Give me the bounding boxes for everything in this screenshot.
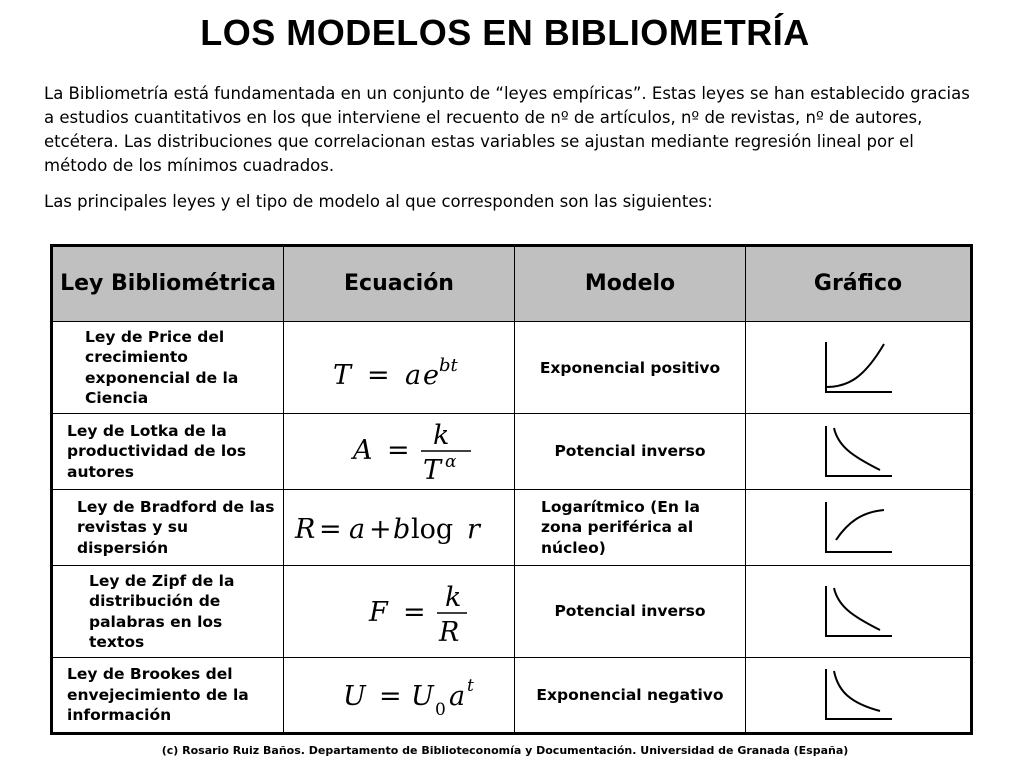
eq-brookes-u: U [411, 681, 434, 712]
graph-cell [746, 566, 972, 658]
eq-bradford-lhs: R [295, 513, 316, 545]
eq-lotka-equals: = [387, 434, 410, 466]
eq-lotka-denominator: T [423, 454, 442, 485]
eq-bradford-equals: = [319, 513, 342, 545]
equation-bradford [284, 490, 515, 566]
eq-bradford-log: log [411, 513, 454, 545]
logarithmic-curve-icon [818, 498, 898, 558]
law-name: Ley de Zipf de la distribución de palabras en los textos [52, 566, 284, 658]
table-header-row [52, 246, 972, 322]
eq-zipf-lhs: F [369, 596, 388, 628]
header-graph: Gráfico [746, 246, 972, 322]
equation-zipf [284, 566, 515, 658]
intro-lead-paragraph: Las principales leyes y el tipo de modelo al que corresponden son las siguientes: [44, 192, 713, 211]
eq-lotka-numerator: k [433, 419, 450, 451]
table-row [52, 658, 972, 734]
model-name: Potencial inverso [515, 414, 746, 490]
eq-bradford-b: b [393, 513, 411, 545]
model-name: Logarítmico (En la zona periférica al núcleo) [515, 490, 746, 566]
graph-cell [746, 322, 972, 414]
intro-paragraph: La Bibliometría está fundamentada en un conjunto de “leyes empíricas”. Estas leyes se han establecido gracias a estudios cuantitativos en los que interviene el recuento de nº de artículos, nº de revistas, nº de autores, etcétera. Las distribuciones que correlacionan estas variables se ajustan mediante regresión lineal por el método de los mínimos cuadrados. [44, 84, 970, 175]
eq-price-exponent: bt [439, 354, 458, 376]
exponential-growth-curve-icon [818, 338, 898, 398]
eq-lotka-exponent: α [445, 451, 457, 472]
eq-bradford-r: r [467, 513, 480, 545]
eq-bradford-a: a [349, 513, 366, 545]
eq-price-a: a [405, 359, 422, 391]
graph-cell [746, 414, 972, 490]
eq-bradford-plus: + [369, 513, 392, 545]
eq-zipf-numerator: k [445, 581, 462, 613]
equation-price [284, 322, 515, 414]
table-row [52, 566, 972, 658]
header-model: Modelo [515, 246, 746, 322]
page-title: LOS MODELOS EN BIBLIOMETRÍA [200, 12, 810, 53]
inverse-power-curve-icon [818, 582, 898, 642]
inverse-power-curve-icon [818, 422, 898, 482]
eq-price-lhs: T [333, 359, 352, 391]
eq-lotka-lhs: A [353, 434, 373, 466]
table-row [52, 414, 972, 490]
table-row [52, 490, 972, 566]
model-name: Exponencial positivo [515, 322, 746, 414]
eq-brookes-equals: = [379, 681, 402, 712]
graph-cell [746, 490, 972, 566]
law-name: Ley de Brookes del envejecimiento de la información [52, 658, 284, 734]
law-name: Ley de Lotka de la productividad de los autores [52, 414, 284, 490]
eq-zipf-equals: = [403, 596, 426, 628]
eq-brookes-a: a [449, 681, 466, 712]
law-name: Ley de Price del crecimiento exponencial de la Ciencia [52, 322, 284, 414]
equation-brookes [284, 658, 515, 734]
exponential-decay-curve-icon [818, 665, 898, 725]
equation-lotka [284, 414, 515, 490]
eq-price-e: e [423, 359, 439, 391]
eq-brookes-subscript: 0 [435, 700, 446, 720]
graph-cell [746, 658, 972, 734]
model-name: Exponencial negativo [515, 658, 746, 734]
eq-brookes-lhs: U [343, 681, 366, 712]
bibliometric-laws-table [50, 244, 973, 735]
eq-zipf-denominator: R [439, 616, 460, 645]
header-law: Ley Bibliométrica [52, 246, 284, 322]
table-row [52, 322, 972, 414]
copyright-footer: (c) Rosario Ruiz Baños. Departamento de Biblioteconomía y Documentación. Universidad de Granada (España) [161, 744, 849, 757]
eq-price-equals: = [367, 359, 390, 391]
header-equation: Ecuación [284, 246, 515, 322]
eq-brookes-exponent: t [467, 676, 474, 696]
model-name: Potencial inverso [515, 566, 746, 658]
law-name: Ley de Bradford de las revistas y su dispersión [52, 490, 284, 566]
